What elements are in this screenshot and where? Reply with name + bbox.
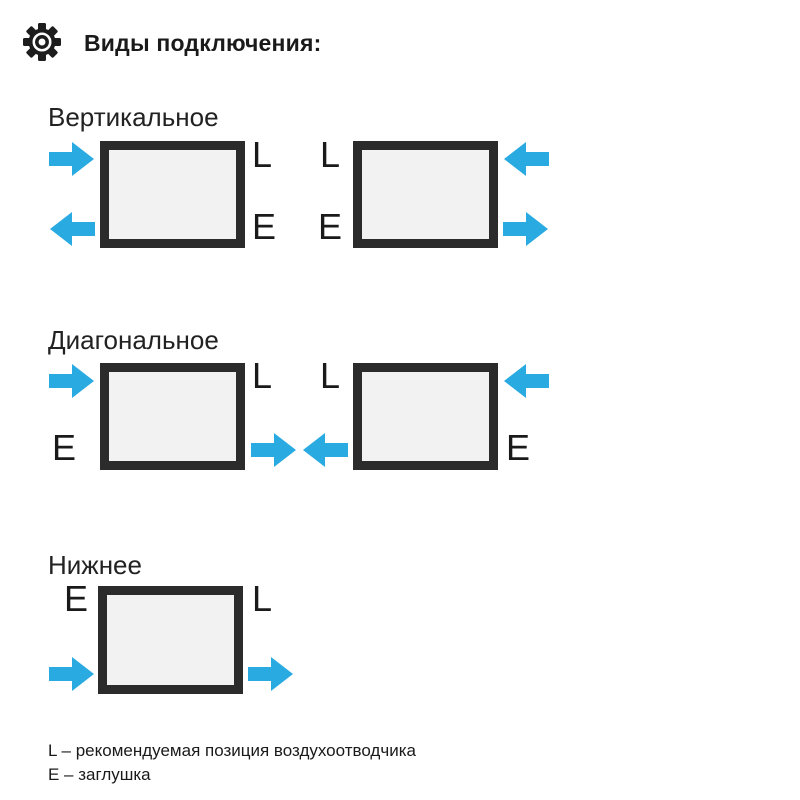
section-title-diagonal: Диагональное — [48, 325, 219, 355]
port-label-vent: L — [252, 578, 273, 619]
section-title-bottom: Нижнее — [48, 550, 142, 580]
port-label-vent: L — [252, 355, 273, 396]
port-label-vent: L — [320, 134, 341, 175]
flow-out-arrow-right-icon — [248, 656, 294, 692]
port-label-plug: E — [252, 206, 277, 247]
radiator-rect — [100, 363, 245, 470]
radiator-rect — [353, 363, 498, 470]
flow-in-arrow-left-icon — [503, 141, 549, 177]
port-label-vent: L — [320, 355, 341, 396]
port-label-plug: E — [64, 578, 89, 619]
legend-line-plug: E – заглушка — [48, 765, 151, 784]
flow-out-arrow-right-icon — [251, 432, 297, 468]
flow-in-arrow-right-icon — [49, 656, 95, 692]
flow-in-arrow-right-icon — [49, 141, 95, 177]
port-label-plug: E — [52, 427, 77, 468]
radiator-rect — [98, 586, 243, 694]
radiator-rect — [353, 141, 498, 248]
section-title-vertical: Вертикальное — [48, 102, 219, 132]
port-label-plug: E — [318, 206, 343, 247]
gear-icon — [22, 22, 62, 62]
radiator-rect — [100, 141, 245, 248]
flow-out-arrow-right-icon — [503, 211, 549, 247]
port-label-plug: E — [506, 427, 531, 468]
flow-in-arrow-left-icon — [503, 363, 549, 399]
flow-in-arrow-right-icon — [49, 363, 95, 399]
legend-line-vent: L – рекомендуемая позиция воздухоотводчика — [48, 741, 416, 760]
port-label-vent: L — [252, 134, 273, 175]
flow-out-arrow-left-icon — [302, 432, 348, 468]
flow-out-arrow-left-icon — [49, 211, 95, 247]
page-title: Виды подключения: — [84, 30, 322, 56]
